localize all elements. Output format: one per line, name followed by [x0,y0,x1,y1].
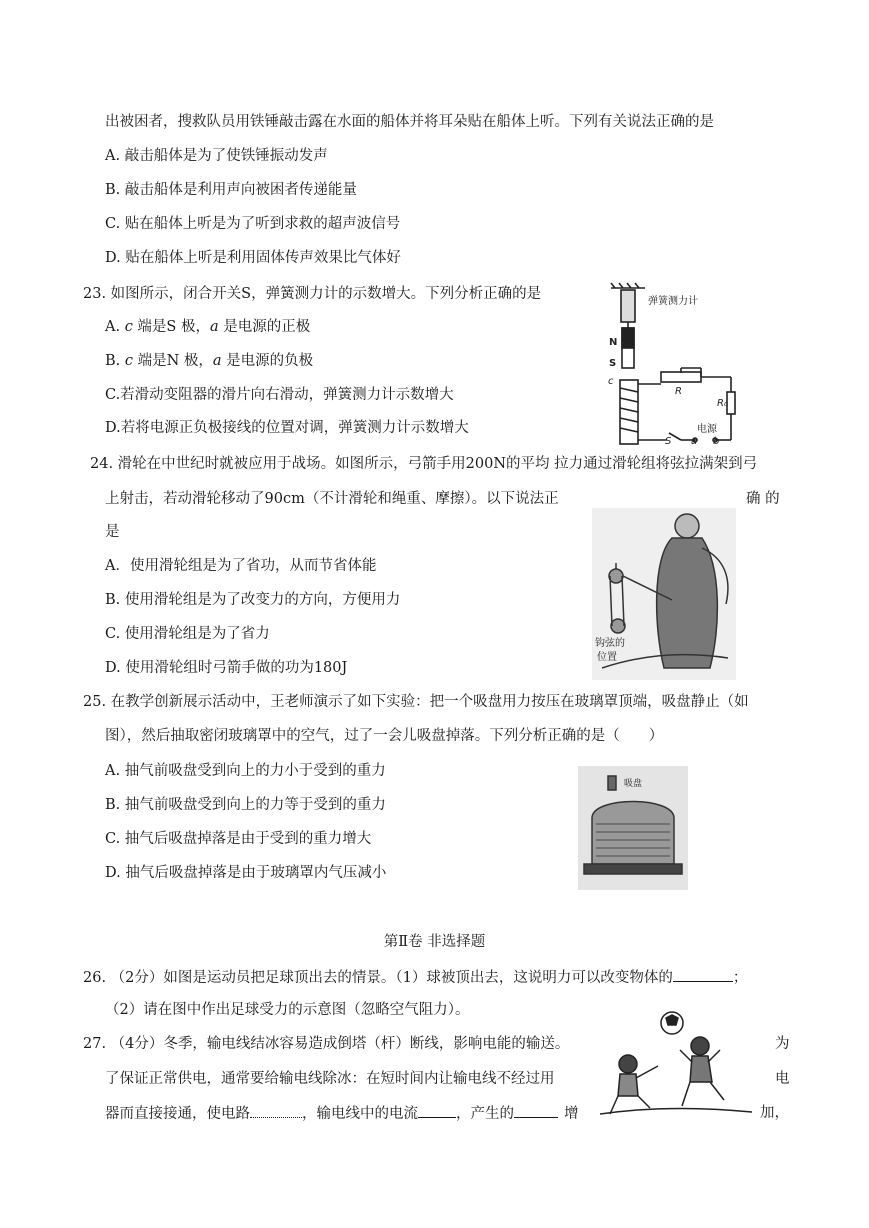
figure-label-n: N [609,337,618,348]
q24-option-c: C. 使用滑轮组是为了省力 [105,626,270,642]
q27-stem-line3: 器而直接接通，使电路 ，输电线中的电流 ，产生的 增 [105,1103,579,1124]
section-title: 第Ⅱ卷 非选择题 [383,934,486,950]
archer-pulley-figure [592,508,736,680]
soccer-header-figure [600,1010,752,1118]
q24-stem-line1: 24. 滑轮在中世纪时就被应用于战场。如图所示，弓箭手用200N的平均 拉力通过滑轮组将弦拉满架到弓 [90,456,758,472]
q24-stem-line2: 上射击，若动滑轮移动了90cm（不计滑轮和绳重、摩擦）。以下说法正 [105,491,559,507]
figure-label-b: b [713,436,720,445]
q25-stem-line2: 图），然后抽取密闭玻璃罩中的空气，过了一会儿吸盘掉落。下列分析正确的是（ ） [105,728,664,744]
q27-blank-2[interactable] [418,1103,456,1118]
q27-blank-3[interactable] [514,1103,558,1118]
q23-stem: 23. 如图所示，闭合开关S，弹簧测力计的示数增大。下列分析正确的是 [83,286,542,302]
q25-stem-line1: 25. 在教学创新展示活动中，王老师演示了如下实验：把一个吸盘用力按压在玻璃罩顶端，吸盘静止（如 [83,694,749,710]
figure-label-position: 位置 [597,652,617,663]
q26-answer-blank[interactable] [673,967,733,982]
q25-option-c: C. 抽气后吸盘掉落是由于受到的重力增大 [105,831,372,847]
q27-stem-line2-end: 电 [775,1071,790,1087]
q27-stem-line1-end: 为 [775,1036,790,1052]
q25-option-d: D. 抽气后吸盘掉落是由于玻璃罩内气压减小 [105,865,387,881]
figure-label-power: 电源 [697,424,717,435]
q26-stem-line2: （2）请在图中作出足球受力的示意图（忽略空气阻力）。 [105,1002,470,1018]
q26-stem-line1: 26. （2分）如图是运动员把足球顶出去的情景。（1）球被顶出去，这说明力可以改变物体的 ； [83,967,747,988]
q23-option-d: D.若将电源正负极接线的位置对调，弹簧测力计示数增大 [105,420,469,436]
figure-label-suction: 吸盘 [624,779,643,789]
q22-option-b: B. 敲击船体是利用声向被困者传递能量 [105,182,357,198]
q27-stem-line1: 27. （4分）冬季，输电线结冰容易造成倒塔（杆）断线，影响电能的输送。 [83,1036,570,1052]
spring-scale-circuit-figure [603,280,748,445]
q24-stem-line2-end: 确 的 [746,491,780,507]
q24-option-b: B. 使用滑轮组是为了改变力的方向，方便用力 [105,592,401,608]
figure-label-r: R [675,386,682,397]
q27-blank-1[interactable] [250,1103,302,1118]
q23-option-a: A. c 端是S 极，a 是电源的正极 [105,319,311,335]
figure-label-a: a [691,436,698,445]
figure-label-scale: 弹簧测力计 [648,296,698,307]
q22-option-c: C. 贴在船体上听是为了听到求救的超声波信号 [105,216,401,232]
glass-dome-suction-figure [578,766,688,890]
figure-label-hook: 钩弦的 [595,638,625,649]
figure-label-s: S [609,358,617,369]
figure-label-r0: R₀ [717,398,728,409]
q23-option-c: C.若滑动变阻器的滑片向右滑动，弹簧测力计示数增大 [105,387,454,403]
q27-stem-line2: 了保证正常供电，通常要给输电线除冰：在短时间内让输电线不经过用 [105,1071,555,1087]
q23-option-b: B. c 端是N 极，a 是电源的负极 [105,353,314,369]
q22-stem: 出被困者，搜救队员用铁锤敲击露在水面的船体并将耳朵贴在船体上听。下列有关说法正确的是 [105,114,714,130]
q25-option-b: B. 抽气前吸盘受到向上的力等于受到的重力 [105,797,386,813]
figure-label-c: c [608,376,614,387]
q24-option-d: D. 使用滑轮组时弓箭手做的功为180J [105,660,348,676]
q22-option-a: A. 敲击船体是为了使铁锤振动发声 [105,148,328,164]
q24-stem-line3: 是 [105,524,120,540]
q25-option-a: A. 抽气前吸盘受到向上的力小于受到的重力 [105,763,386,779]
q22-option-d: D. 贴在船体上听是利用固体传声效果比气体好 [105,250,401,266]
figure-label-switch: S [665,436,672,445]
q27-stem-line3-end: 加， [760,1105,789,1121]
q24-option-a: A．使用滑轮组是为了省功，从而节省体能 [105,558,377,574]
